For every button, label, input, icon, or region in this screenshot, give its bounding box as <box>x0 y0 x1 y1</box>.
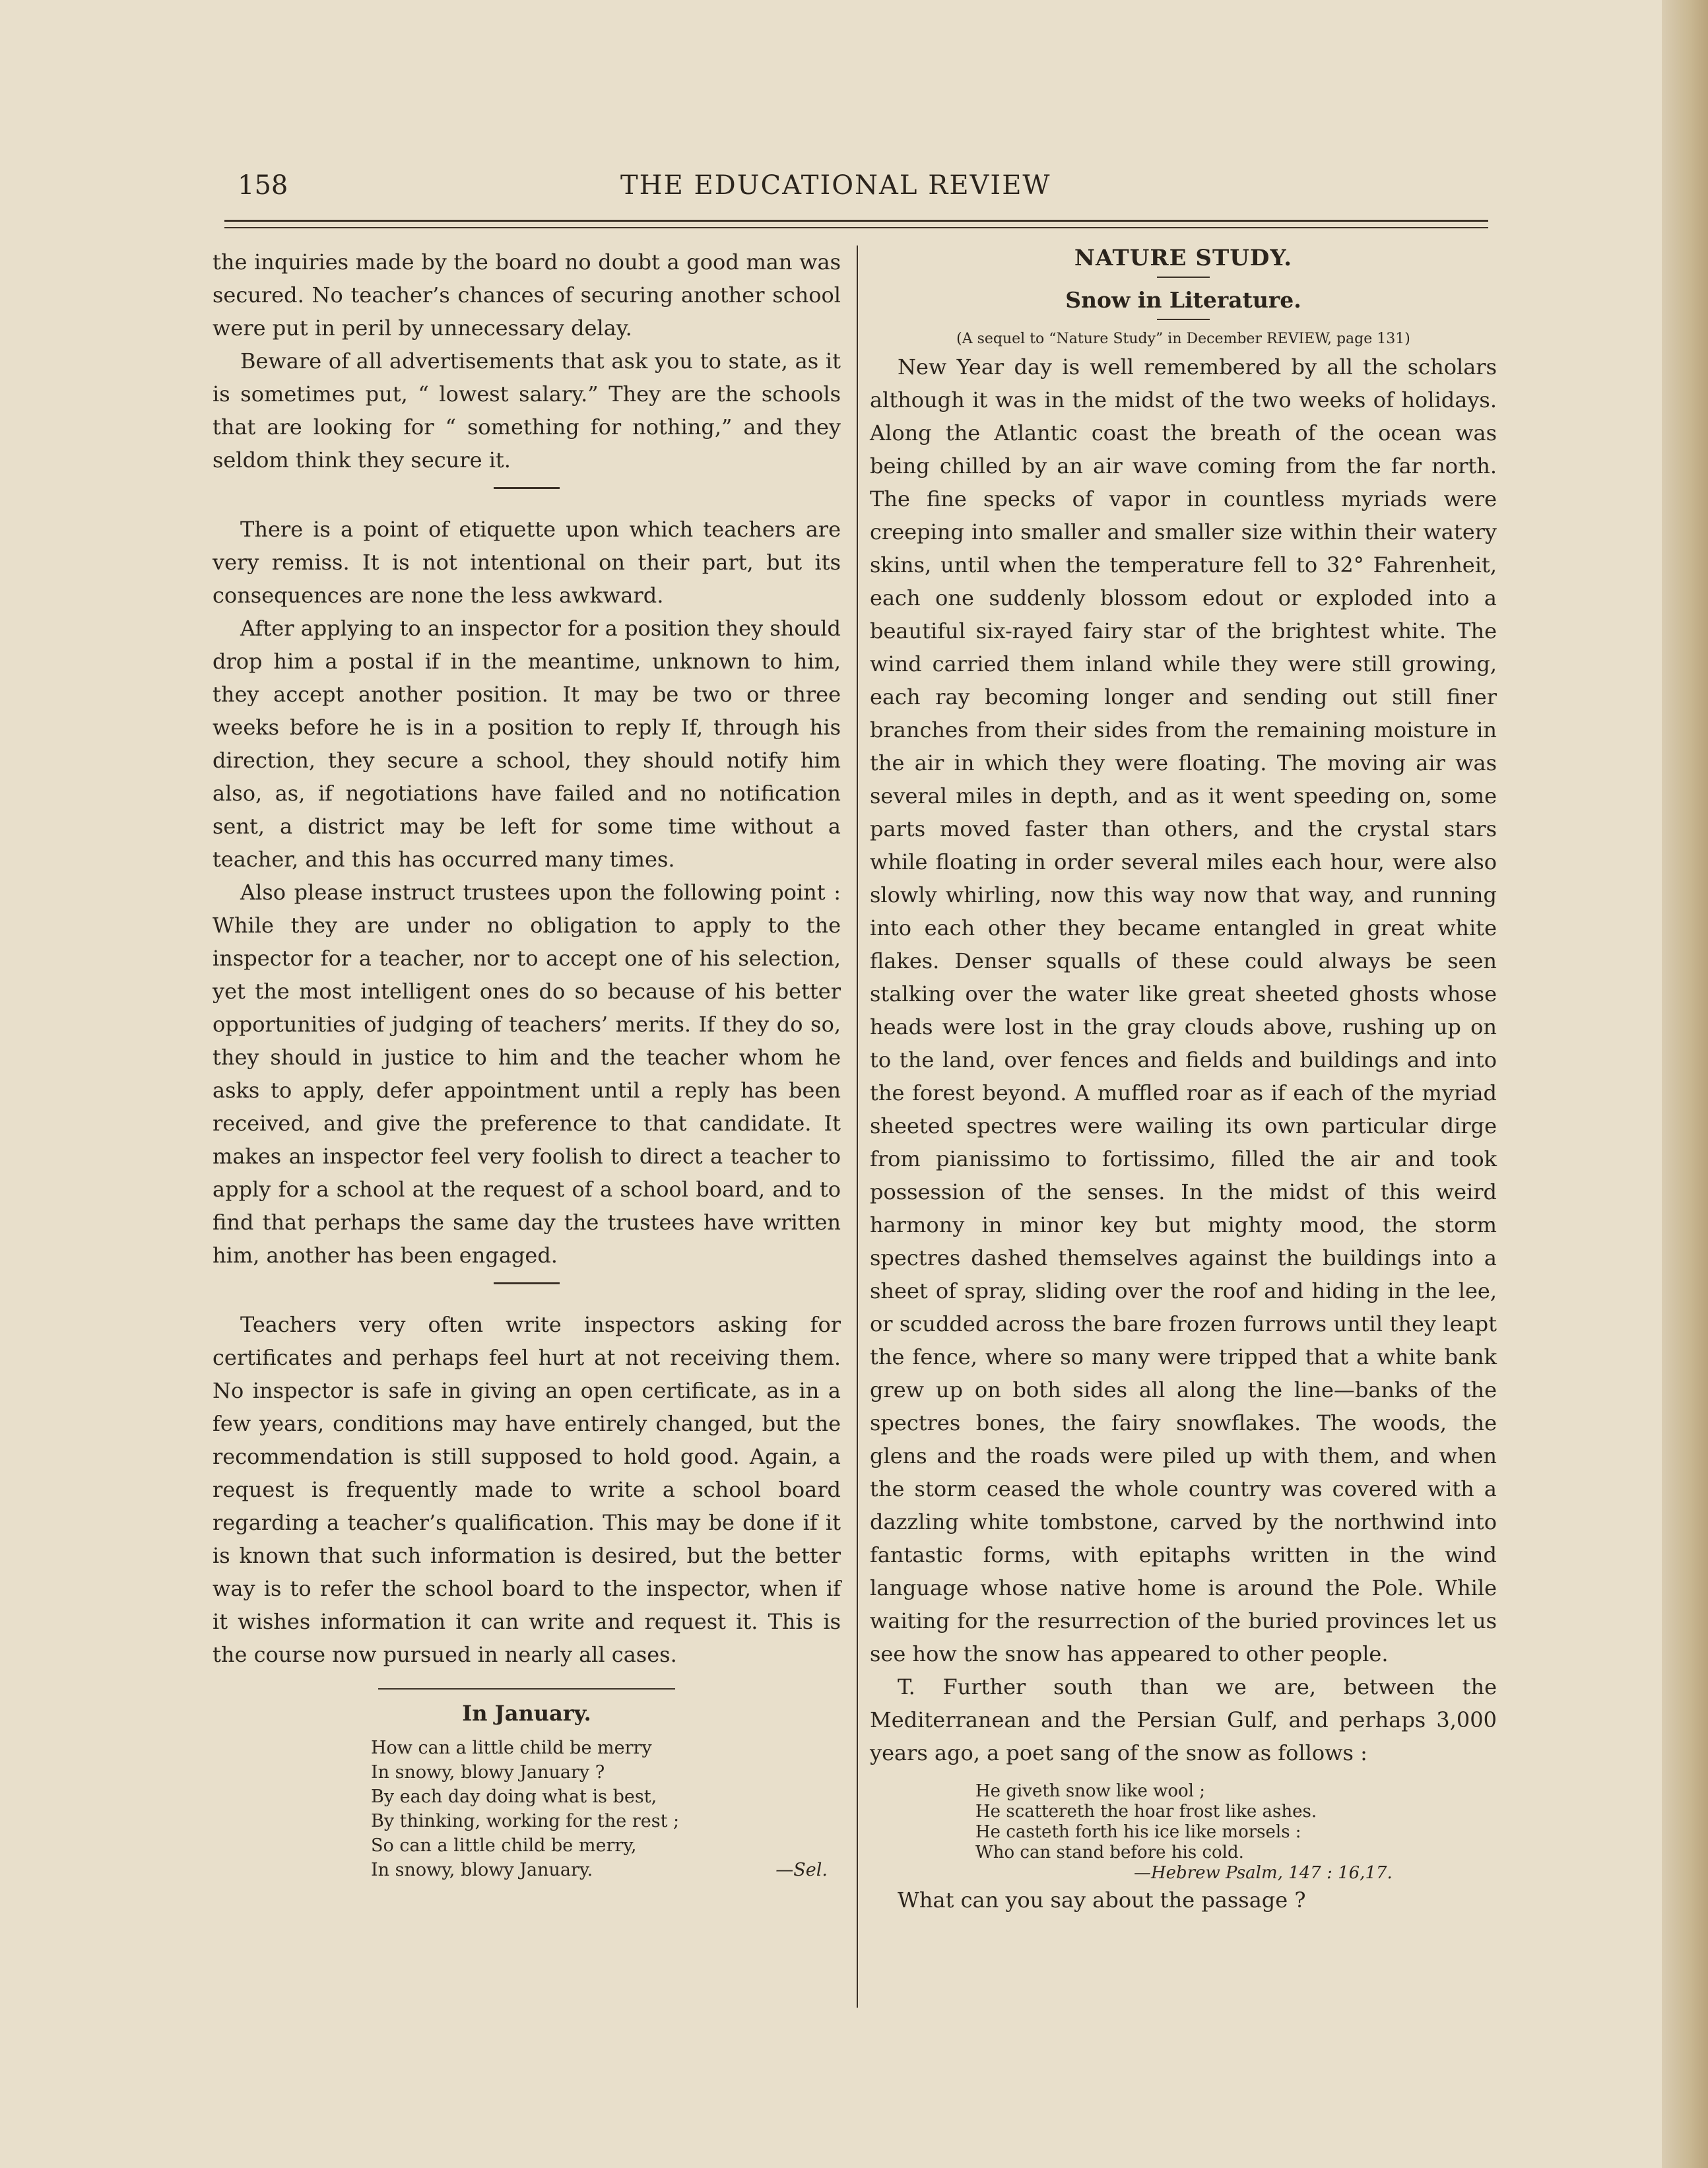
poem-in-january <box>371 1736 841 1882</box>
heading-rule <box>1157 319 1210 320</box>
scripture-line: He scattereth the hoar frost like ashes. <box>975 1802 1317 1822</box>
left-column <box>213 246 841 1882</box>
poem-line: In snowy, blowy January ? <box>371 1762 605 1783</box>
heading-rule <box>1157 277 1210 278</box>
scripture-line: He giveth snow like wool ; <box>975 1781 1206 1801</box>
paragraph-board-inquiries: the inquiries made by the board no doubt a good man was secured. No teacher’s chances of securing another school were put in peril by unnecessary delay. <box>213 249 841 341</box>
scripture-line: He casteth forth his ice like morsels : <box>975 1822 1301 1842</box>
closing-question: What can you say about the passage ? <box>898 1888 1306 1913</box>
scripture-line: Who can stand before his cold. <box>975 1843 1244 1862</box>
header-rule-thick <box>224 220 1488 222</box>
paragraph-poet-sang: T. Further south than we are, between the Mediterranean and the Persian Gulf, and perhaps 3,000 years ago, a poet sang of the snow as follows : <box>870 1674 1497 1765</box>
right-column <box>870 234 1497 1917</box>
paragraph-postal-notice: After applying to an inspector for a position they should drop him a postal if in the meantime, unknown to him, they accept another position. It may be two or three weeks before he is in a position to reply If, through his direction, they secure a school, they should notify him also, as, if negotiations have failed and no notification sent, a district may be left for some time without a teacher, and this has occurred many times. <box>213 616 841 872</box>
paragraph-etiquette: There is a point of etiquette upon which teachers are very remiss. It is not intentional on their part, but its consequences are none the less awkward. <box>213 517 841 608</box>
section-title: NATURE STUDY. <box>1074 245 1293 271</box>
header-rule-thin <box>224 227 1488 228</box>
column-divider <box>857 246 858 2008</box>
section-divider <box>494 487 560 489</box>
poem-rule <box>378 1688 675 1690</box>
article-title: Snow in Literature. <box>1065 287 1301 313</box>
poem-line: So can a little child be merry, <box>371 1835 637 1856</box>
sequel-note: (A sequel to “Nature Study” in December REVIEW, page 131) <box>956 331 1410 347</box>
paragraph-trustees: Also please instruct trustees upon the following point : While they are under no obligation to apply to the inspector for a teacher, nor to accept one of his selection, yet the most intelligent ones do so because of his better opportunities of judging of teachers’ merits. If they do so, they should in justice to him and the teacher whom he asks to apply, defer appointment until a reply has been received, and give the preference to that candidate. It makes an inspector feel very foolish to direct a teacher to apply for a school at the request of a school board, and to find that perhaps the same day the trustees have written him, another has been engaged. <box>213 880 841 1268</box>
scripture-quote <box>975 1781 1497 1884</box>
paper-edge <box>1662 0 1708 2168</box>
poem-line: How can a little child be merry <box>371 1738 652 1758</box>
poem-attribution: —Sel. <box>775 1860 828 1880</box>
poem-title: In January. <box>462 1701 591 1726</box>
poem-line: By thinking, working for the rest ; <box>371 1811 680 1831</box>
paragraph-new-year-snow: New Year day is well remembered by all the scholars although it was in the midst of the two weeks of holidays. Along the Atlantic coast the breath of the ocean was being chilled by an air wave coming from the far north. The fine specks of vapor in countless myriads were creeping into smaller and smaller size within their watery skins, until when the temperature fell to 32° Fahrenheit, each one suddenly blossom edout or exploded into a beautiful six-rayed fairy star of the brightest white. The wind carried them inland while they were still growing, each ray becoming longer and sending out still finer branches from their sides from the remaining moisture in the air in which they were floating. The moving air was several miles in depth, and as it went speeding on, some parts moved faster than others, and the crystal stars while floating in order several miles each hour, were also slowly whirling, now this way now that way, and running into each other they became entangled in great white flakes. Denser squalls of these could always be seen stalking over the water like great sheeted ghosts whose heads were lost in the gray clouds above, rushing up on to the land, over fences and fields and buildings and into the forest beyond. A muffled roar as if each of the myriad sheeted spectres were wailing its own particular dirge from pianissimo to fortissimo, filled the air and took possession of the senses. In the midst of this weird harmony in minor key but mighty mood, the storm spectres dashed themselves against the buildings into a sheet of spray, sliding over the roof and hiding in the lee, or scudded across the bare frozen furrows until they leapt the fence, where so many were tripped that a white bank grew up on both sides all along the line—banks of the spectres bones, the fairy snowflakes. The woods, the glens and the roads were piled up with them, and when the storm ceased the whole country was covered with a dazzling white tombstone, carved by the northwind into fantastic forms, with epitaphs written in the wind language whose native home is around the Pole. While waiting for the resurrection of the buried provinces let us see how the snow has appeared to other people. <box>870 354 1497 1666</box>
scripture-citation: —Hebrew Psalm, 147 : 16,17. <box>1134 1863 1393 1883</box>
paragraph-certificates: Teachers very often write inspectors asking for certificates and perhaps feel hurt at not receiving them. No inspector is safe in giving an open certificate, as in a few years, conditions may have entirely changed, but the recommendation is still supposed to hold good. Again, a request is frequently made to write a school board regarding a teacher’s qualification. This may be done if it is known that such information is desired, but the better way is to refer the school board to the inspector, when if it wishes information it can write and request it. This is the course now pursued in nearly all cases. <box>213 1312 841 1667</box>
running-head-title: THE EDUCATIONAL REVIEW <box>620 170 1051 201</box>
poem-line: In snowy, blowy January. <box>371 1860 593 1880</box>
poem-line: By each day doing what is best, <box>371 1787 657 1807</box>
page-number: 158 <box>238 170 288 201</box>
section-divider <box>494 1282 560 1284</box>
paragraph-advertisements: Beware of all advertisements that ask you to state, as it is sometimes put, “ lowest salary.” They are the schools that are looking for “ something for nothing,” and they seldom think they secure it. <box>213 348 841 473</box>
